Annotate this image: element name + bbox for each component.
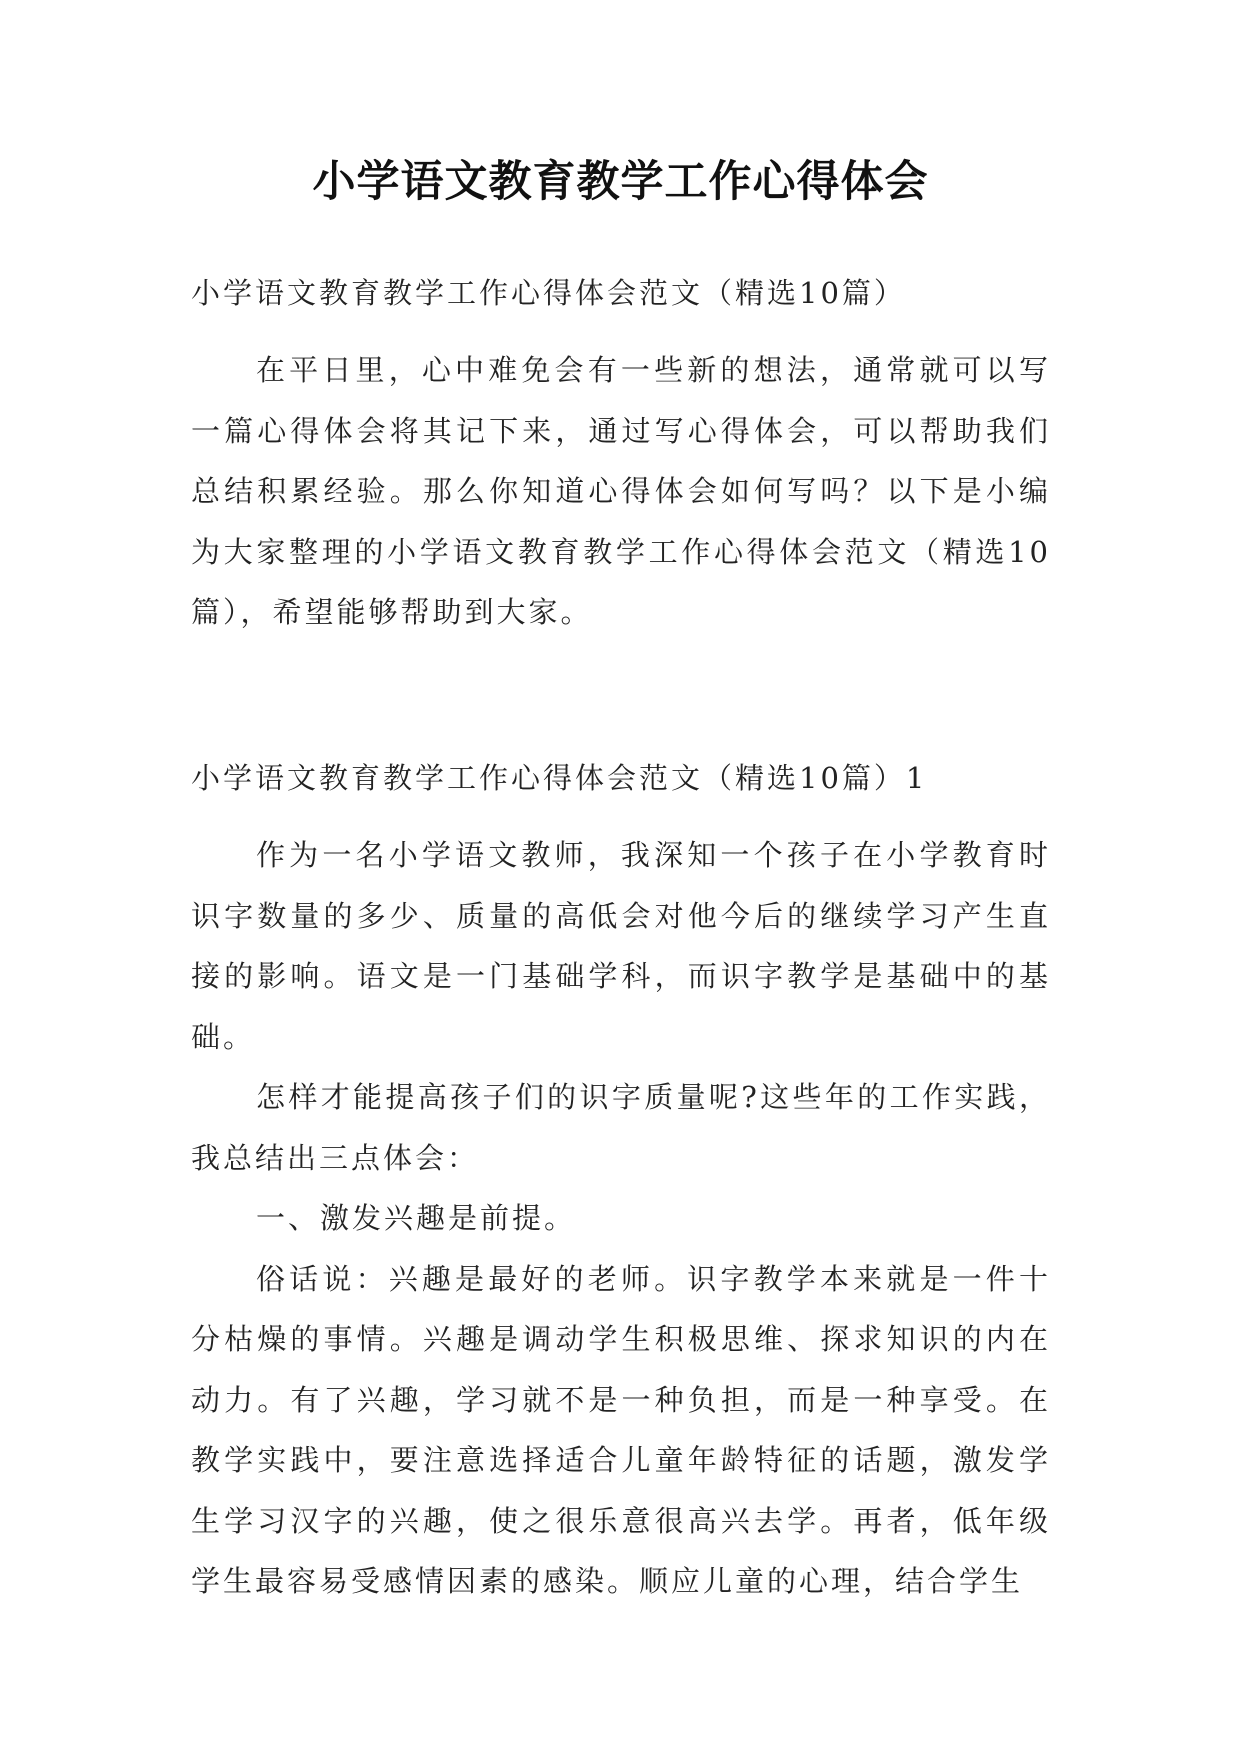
intro-heading: 小学语文教育教学工作心得体会范文（精选10篇） — [191, 276, 906, 310]
section-heading: 一、激发兴趣是前提。 — [256, 1201, 577, 1235]
page-title: 小学语文教育教学工作心得体会 — [312, 157, 929, 207]
article-paragraph: 作为一名小学语文教师，我深知一个孩子在小学教育时识字数量的多少、质量的高低会对他今后的继续学习产生直接的影响。语文是一门基础学科，而识字教学是基础中的基础。 — [191, 838, 1051, 1054]
article-heading: 小学语文教育教学工作心得体会范文（精选10篇）1 — [191, 761, 928, 795]
article-paragraph: 俗话说：兴趣是最好的老师。识字教学本来就是一件十分枯燥的事情。兴趣是调动学生积极思维、探求知识的内在动力。有了兴趣，学习就不是一种负担，而是一种享受。在教学实践中，要注意选择适合儿童年龄特征的话题，激发学生学习汉字的兴趣，使之很乐意很高兴去学。再者，低年级学生最容易受感情因素的感染。顺应儿童的心理，结合学生 — [191, 1261, 1051, 1598]
article-body — [191, 825, 1051, 1612]
article-paragraph: 怎样才能提高孩子们的识字质量呢?这些年的工作实践，我总结出三点体会： — [191, 1080, 1051, 1175]
intro-paragraph: 在平日里，心中难免会有一些新的想法，通常就可以写一篇心得体会将其记下来，通过写心得体会，可以帮助我们总结积累经验。那么你知道心得体会如何写吗？以下是小编为大家整理的小学语文教育教学工作心得体会范文（精选10篇），希望能够帮助到大家。 — [191, 353, 1051, 629]
